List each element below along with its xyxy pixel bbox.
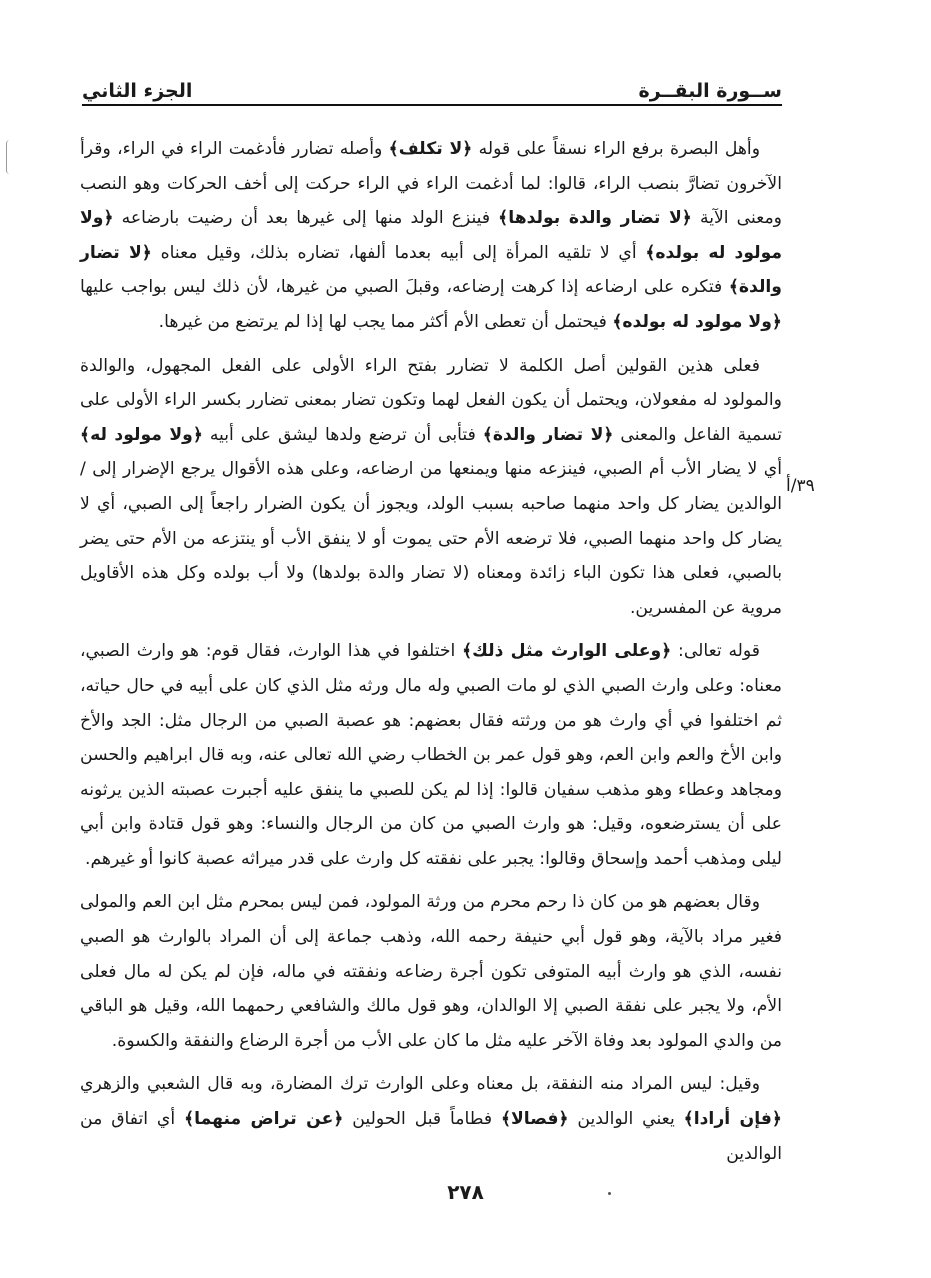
paragraph (80, 885, 782, 1058)
text-run: وأهل البصرة برفع الراء نسقاً على قوله (472, 139, 761, 159)
text-run: أي اتفاق من الوالدين (80, 1109, 782, 1164)
paragraph (80, 1067, 782, 1171)
text-run: وقال بعضهم هو من كان ذا رحم محرم من ورثة المولود، فمن ليس بمحرم مثل ابن العم والمولى فغير مراد بالآية، وهو قول أبي حنيفة رحمه الله، وذهب جماعة إلى أن المراد بالوارث هو الصبي نفسه، الذي هو وارث أبيه المتوفى تكون أجرة رضاعه ونفقته في ماله، فإن لم يكن له مال فعلى الأم، ولا يجبر على نفقة الصبي إلا الوالدان، وهو قول مالك والشافعي رحمهما الله، وقيل هو الباقي من والدي المولود بعد وفاة الآخر عليه مثل ما كان على الأب من أجرة الرضاع والنفقة والكسوة. (80, 892, 782, 1051)
text-run: فعلى هذين القولين أصل الكلمة لا تضارر بفتح الراء الأولى على الفعل المجهول، والوالدة والمولود له مفعولان، ويحتمل أن يكون الفعل لهما وتكون تضار بمعنى تضارر بكسر الراء الأولى على تسمية الفاعل والمعنى (80, 355, 782, 445)
scan-edge-mark (6, 140, 13, 174)
quran-quote: ﴿ولا مولود له بولده﴾ (80, 208, 782, 263)
quran-quote: ﴿عن تراض منهما﴾ (184, 1109, 344, 1130)
scan-speck (608, 1192, 611, 1195)
paragraph (80, 132, 782, 340)
text-run: فينزع الولد منها إلى غيرها بعد أن رضيت بارضاعه (113, 208, 499, 229)
quran-quote: ﴿لا تكلف﴾ (388, 139, 473, 159)
manuscript-folio-note: ٣٩/أ (786, 476, 815, 496)
quran-quote: ﴿لا تضار والدة بولدها﴾ (498, 208, 692, 229)
text-run: أي لا تلقيه المرأة إلى أبيه بعدما ألفها، تضاره بذلك، وقيل معناه (151, 242, 646, 263)
page-number: ٢٧٨ (447, 1180, 484, 1204)
tafsir-body (80, 132, 782, 1180)
text-run: يعني الوالدين (568, 1109, 684, 1130)
text-run: أي لا يضار الأب أم الصبي، فينزعه منها ويمنعها من ارضاعه، وعلى هذه الأقوال يرجع الإضرار إلى / الوالدين يضار كل واحد منهما صاحبه بسبب الولد، ويجوز أن يكون الضرار راجعاً إلى الصبي، أي لا يضار كل واحد منهما الصبي، فلا ترضعه الأم حتى يموت أو لا ينفق الأب أو ينتزعه من الأم حتى يضر بالصبي، فعلى هذا تكون الباء زائدة ومعناه (لا تضار والدة بولدها) ولا أب بولده وكل هذه الأقاويل مروية عن المفسرين. (80, 459, 782, 618)
quran-quote: ﴿لا تضار والدة﴾ (482, 424, 614, 445)
text-run: فتأبى أن ترضع ولدها ليشق على أبيه (202, 424, 483, 445)
text-run: اختلفوا في هذا الوارث، فقال قوم: هو وارث الصبي، معناه: وعلى وارث الصبي الذي لو مات الصبي وله مال ورثه مثل الذي كان على أبيه في حال حياته، ثم اختلفوا في أي وارث هو من ورثته فقال بعضهم: هو عصبة الصبي من الرجال مثل: الجد والأخ وابن الأخ والعم وابن العم، وهو قول عمر بن الخطاب رضي الله تعالى عنه، وبه قال ابراهيم والحسن ومجاهد وعطاء وهو مذهب سفيان قالوا: إذا لم يكن للصبي ما ينفق عليه أجبرت عصبته الذين يرثونه على أن يسترضعوه، وقيل: هو وارث الصبي من كان من الرجال والنساء: وهو قول قتادة وابن أبي ليلى ومذهب أحمد وإسحاق وقالوا: يجبر على نفقته كل وارث على قدر ميراثه عصبة كانوا أو غيرهم. (80, 641, 782, 869)
quran-quote: ﴿فصالا﴾ (500, 1109, 569, 1130)
text-run: قوله تعالى: (671, 641, 760, 662)
header-rule (82, 104, 782, 106)
text-run: وأصله تضارر فأدغمت الراء في الراء، وقرأ الآخرون تضارَّ بنصب الراء، قالوا: لما أدغمت الراء في الراء حركت إلى أخف الحركات وهو النصب ومعنى الآية (80, 139, 782, 229)
text-run: فيحتمل أن تعطى الأم أكثر مما يجب لها إذا لم يرتضع من غيرها. (158, 311, 613, 332)
volume-title: الجزء الثاني (82, 80, 193, 102)
running-header (82, 66, 782, 102)
text-run: فطاماً قبل الحولين (343, 1109, 501, 1130)
paragraph (80, 349, 782, 626)
text-run: فتكره على ارضاعه إذا كرهت إرضاعه، وقبلَ الصبي من غيرها، لأن ذلك ليس بواجب عليها (80, 277, 729, 298)
surah-title: ســورة البقــرة (638, 80, 782, 102)
text-run: وقيل: ليس المراد منه النفقة، بل معناه وعلى الوارث ترك المضارة، وبه قال الشعبي والزهري (80, 1074, 760, 1095)
paragraph (80, 634, 782, 876)
quran-quote: ﴿لا تضار والدة﴾ (80, 242, 782, 298)
quran-quote: ﴿ولا مولود له بولده﴾ (612, 311, 782, 332)
quran-quote: ﴿وعلى الوارث مثل ذلك﴾ (462, 641, 672, 662)
quran-quote: ﴿فإن أرادا﴾ (683, 1109, 782, 1130)
quran-quote: ﴿ولا مولود له﴾ (80, 424, 203, 445)
